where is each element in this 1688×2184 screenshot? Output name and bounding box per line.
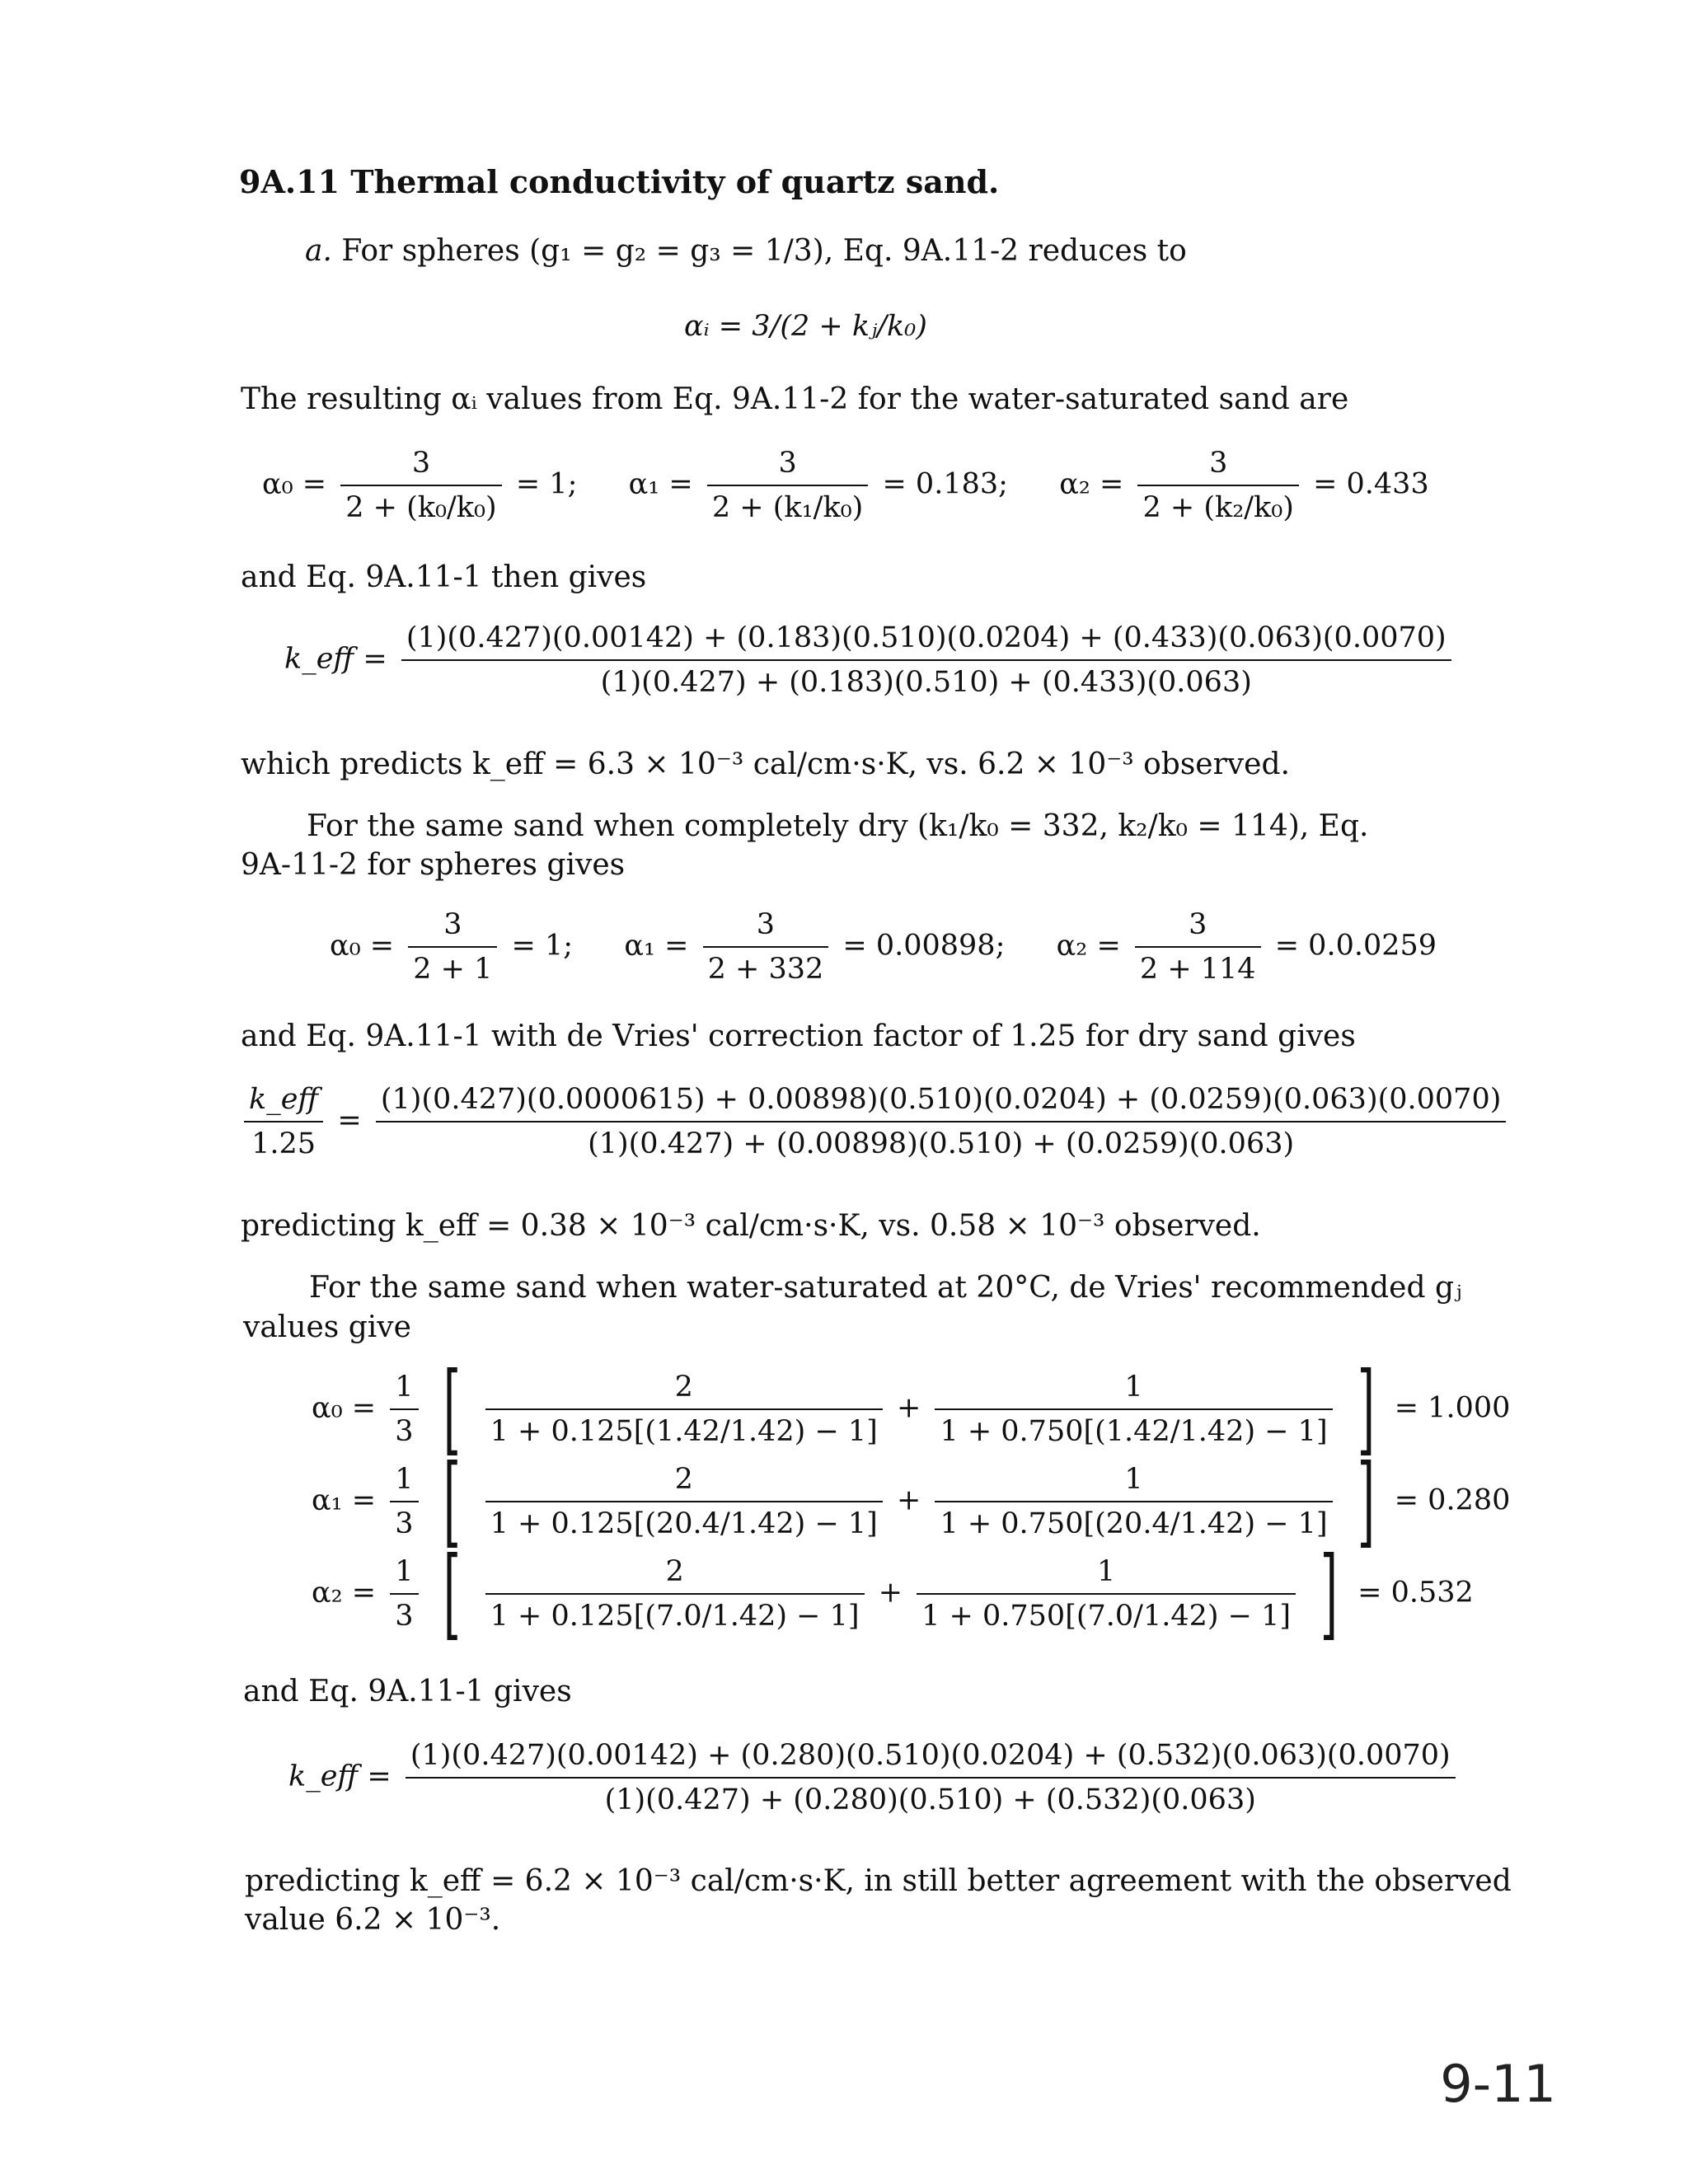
term2-fraction bbox=[935, 1369, 1332, 1450]
fraction-numerator: 1 bbox=[390, 1369, 418, 1410]
fraction-numerator: (1)(0.427)(0.00142) + (0.280)(0.510)(0.0204) + (0.532)(0.063)(0.0070) bbox=[406, 1737, 1456, 1779]
term1-fraction bbox=[485, 1554, 865, 1634]
alpha1-rhs: = 0.183; bbox=[882, 467, 1008, 501]
alpha1-fraction bbox=[707, 445, 868, 526]
alpha0-fraction bbox=[340, 445, 501, 526]
fraction-denominator: (1)(0.427) + (0.00898)(0.510) + (0.0259)(0.063) bbox=[588, 1127, 1295, 1160]
right-bracket: ] bbox=[1320, 1536, 1339, 1651]
right-bracket: ] bbox=[1357, 1352, 1375, 1466]
fraction-denominator: 1 + 0.125[(7.0/1.42) − 1] bbox=[490, 1600, 860, 1633]
section-number: 9A.11 bbox=[239, 163, 340, 200]
alpha-lhs: α₀ = bbox=[312, 1391, 377, 1425]
equation-keff-sat bbox=[288, 1737, 1461, 1818]
fraction-denominator: 1 + 0.125[(20.4/1.42) − 1] bbox=[490, 1507, 878, 1540]
plus-sign: + bbox=[896, 1483, 921, 1517]
fraction-numerator: 3 bbox=[1135, 907, 1261, 948]
fraction-denominator: (1)(0.427) + (0.183)(0.510) + (0.433)(0.063) bbox=[600, 666, 1252, 699]
fraction-numerator: 1 bbox=[917, 1554, 1296, 1595]
alpha0-rhs: = 1; bbox=[511, 929, 574, 963]
one-third-fraction bbox=[390, 1461, 418, 1542]
fraction-denominator: 1 + 0.125[(1.42/1.42) − 1] bbox=[490, 1415, 878, 1448]
right-bracket: ] bbox=[1357, 1444, 1375, 1558]
fraction-numerator: 1 bbox=[390, 1554, 418, 1595]
alpha2-fraction bbox=[1137, 445, 1298, 526]
equation-sat-alpha1 bbox=[312, 1444, 1511, 1558]
left-bracket: [ bbox=[443, 1444, 461, 1558]
keff-dry-fraction bbox=[376, 1081, 1507, 1162]
fraction-denominator: 2 + (k₂/k₀) bbox=[1142, 491, 1294, 524]
alpha-rhs: = 0.280 bbox=[1394, 1483, 1511, 1517]
fraction-denominator: 2 + (k₁/k₀) bbox=[711, 491, 864, 524]
equation-sat-alpha0 bbox=[312, 1352, 1511, 1466]
fraction-denominator: 2 + 114 bbox=[1139, 953, 1256, 986]
equation-keff-dry bbox=[239, 1081, 1511, 1162]
alpha2-fraction bbox=[1135, 907, 1261, 987]
fraction-numerator: 3 bbox=[707, 445, 868, 486]
alpha1-lhs: α₁ = bbox=[624, 929, 689, 963]
alpha0-lhs: α₀ = bbox=[330, 929, 395, 963]
paragraph-predicts-2: predicting k_eff = 0.38 × 10⁻³ cal/cm·s·K, vs. 0.58 × 10⁻³ observed. bbox=[241, 1209, 1261, 1243]
paragraph-gives: and Eq. 9A.11-1 gives bbox=[243, 1675, 572, 1708]
fraction-denominator: 1 + 0.750[(1.42/1.42) − 1] bbox=[940, 1415, 1328, 1448]
alpha1-rhs: = 0.00898; bbox=[842, 929, 1006, 963]
paragraph-then-gives: and Eq. 9A.11-1 then gives bbox=[241, 560, 647, 594]
alpha1-lhs: α₁ = bbox=[628, 467, 693, 501]
keff-lhs: k_eff = bbox=[284, 642, 387, 676]
equation-dry-alphas bbox=[330, 907, 1437, 987]
plus-sign: + bbox=[878, 1576, 903, 1610]
alpha0-rhs: = 1; bbox=[515, 467, 578, 501]
alpha0-lhs: α₀ = bbox=[262, 467, 327, 501]
section-heading bbox=[239, 163, 999, 201]
alpha-lhs: α₂ = bbox=[312, 1576, 377, 1610]
alpha1-fraction bbox=[703, 907, 829, 987]
fraction-denominator: 3 bbox=[395, 1415, 414, 1448]
paragraph-sat-line2: values give bbox=[243, 1310, 411, 1344]
fraction-numerator: 3 bbox=[340, 445, 501, 486]
fraction-denominator: 2 + 332 bbox=[707, 953, 824, 986]
alpha-rhs: = 1.000 bbox=[1394, 1391, 1511, 1425]
fraction-denominator: 1.25 bbox=[251, 1127, 316, 1160]
alpha2-rhs: = 0.433 bbox=[1313, 467, 1429, 501]
paragraph-predicts-1: which predicts k_eff = 6.3 × 10⁻³ cal/cm·s·K, vs. 6.2 × 10⁻³ observed. bbox=[241, 748, 1290, 781]
left-bracket: [ bbox=[443, 1536, 461, 1651]
fraction-denominator: 1 + 0.750[(20.4/1.42) − 1] bbox=[940, 1507, 1328, 1540]
fraction-denominator: 2 + (k₀/k₀) bbox=[345, 491, 497, 524]
paragraph-a-text: For spheres (g₁ = g₂ = g₃ = 1/3), Eq. 9A.11-2 reduces to bbox=[341, 234, 1187, 268]
keff-over-factor-fraction bbox=[244, 1081, 323, 1162]
paragraph-devries: and Eq. 9A.11-1 with de Vries' correction factor of 1.25 for dry sand gives bbox=[241, 1019, 1356, 1053]
item-label: a. bbox=[305, 234, 332, 268]
term1-fraction bbox=[485, 1369, 883, 1450]
fraction-numerator: 2 bbox=[485, 1369, 883, 1410]
fraction-denominator: (1)(0.427) + (0.280)(0.510) + (0.532)(0.063) bbox=[604, 1783, 1256, 1816]
paragraph-sat-line1: For the same sand when water-saturated at 20°C, de Vries' recommended gⱼ bbox=[309, 1271, 1462, 1305]
keff-fraction bbox=[406, 1737, 1456, 1818]
equation-reduced: αᵢ = 3/(2 + kⱼ/k₀) bbox=[684, 310, 927, 343]
paragraph-dry-line2: 9A-11-2 for spheres gives bbox=[241, 848, 626, 882]
equation-keff-wet bbox=[284, 620, 1456, 701]
equation-wet-alphas bbox=[262, 445, 1429, 526]
fraction-numerator: 2 bbox=[485, 1554, 865, 1595]
term2-fraction bbox=[935, 1461, 1332, 1542]
term2-fraction bbox=[917, 1554, 1296, 1634]
paragraph-predicts-3-line1: predicting k_eff = 6.2 × 10⁻³ cal/cm·s·K, in still better agreement with the observed bbox=[245, 1864, 1512, 1898]
fraction-numerator: 1 bbox=[390, 1461, 418, 1502]
alpha2-lhs: α₂ = bbox=[1056, 929, 1121, 963]
keff-lhs: k_eff = bbox=[288, 1760, 392, 1793]
keff-fraction bbox=[401, 620, 1451, 701]
paragraph-values-intro: The resulting αᵢ values from Eq. 9A.11-2 for the water-saturated sand are bbox=[241, 382, 1349, 416]
fraction-numerator: 3 bbox=[408, 907, 497, 948]
fraction-numerator: (1)(0.427)(0.0000615) + 0.00898)(0.510)(0.0204) + (0.0259)(0.063)(0.0070) bbox=[376, 1081, 1507, 1122]
fraction-numerator: (1)(0.427)(0.00142) + (0.183)(0.510)(0.0204) + (0.433)(0.063)(0.0070) bbox=[401, 620, 1451, 661]
fraction-numerator: 1 bbox=[935, 1369, 1332, 1410]
alpha-rhs: = 0.532 bbox=[1357, 1576, 1474, 1610]
section-title: Thermal conductivity of quartz sand. bbox=[350, 163, 1000, 200]
alpha-lhs: α₁ = bbox=[312, 1483, 377, 1517]
paragraph-dry-line1: For the same sand when completely dry (k₁/k₀ = 332, k₂/k₀ = 114), Eq. bbox=[307, 809, 1369, 843]
fraction-numerator: 3 bbox=[703, 907, 829, 948]
fraction-numerator: 1 bbox=[935, 1461, 1332, 1502]
alpha2-lhs: α₂ = bbox=[1059, 467, 1124, 501]
one-third-fraction bbox=[390, 1369, 418, 1450]
fraction-numerator: 2 bbox=[485, 1461, 883, 1502]
equation-sat-alpha2 bbox=[312, 1536, 1474, 1651]
equals-sign: = bbox=[337, 1104, 362, 1137]
fraction-denominator: 3 bbox=[395, 1507, 414, 1540]
one-third-fraction bbox=[390, 1554, 418, 1634]
plus-sign: + bbox=[896, 1391, 921, 1425]
paragraph-a bbox=[305, 232, 1187, 270]
fraction-numerator: 3 bbox=[1137, 445, 1298, 486]
alpha0-fraction bbox=[408, 907, 497, 987]
paragraph-predicts-3-line2: value 6.2 × 10⁻³. bbox=[245, 1903, 501, 1937]
term1-fraction bbox=[485, 1461, 883, 1542]
page-number: 9-11 bbox=[1440, 2054, 1556, 2114]
fraction-numerator: k_eff bbox=[244, 1081, 323, 1122]
alpha2-rhs: = 0.0.0259 bbox=[1274, 929, 1437, 963]
fraction-denominator: 1 + 0.750[(7.0/1.42) − 1] bbox=[921, 1600, 1292, 1633]
fraction-denominator: 3 bbox=[395, 1600, 414, 1633]
fraction-denominator: 2 + 1 bbox=[413, 953, 493, 986]
left-bracket: [ bbox=[443, 1352, 461, 1466]
